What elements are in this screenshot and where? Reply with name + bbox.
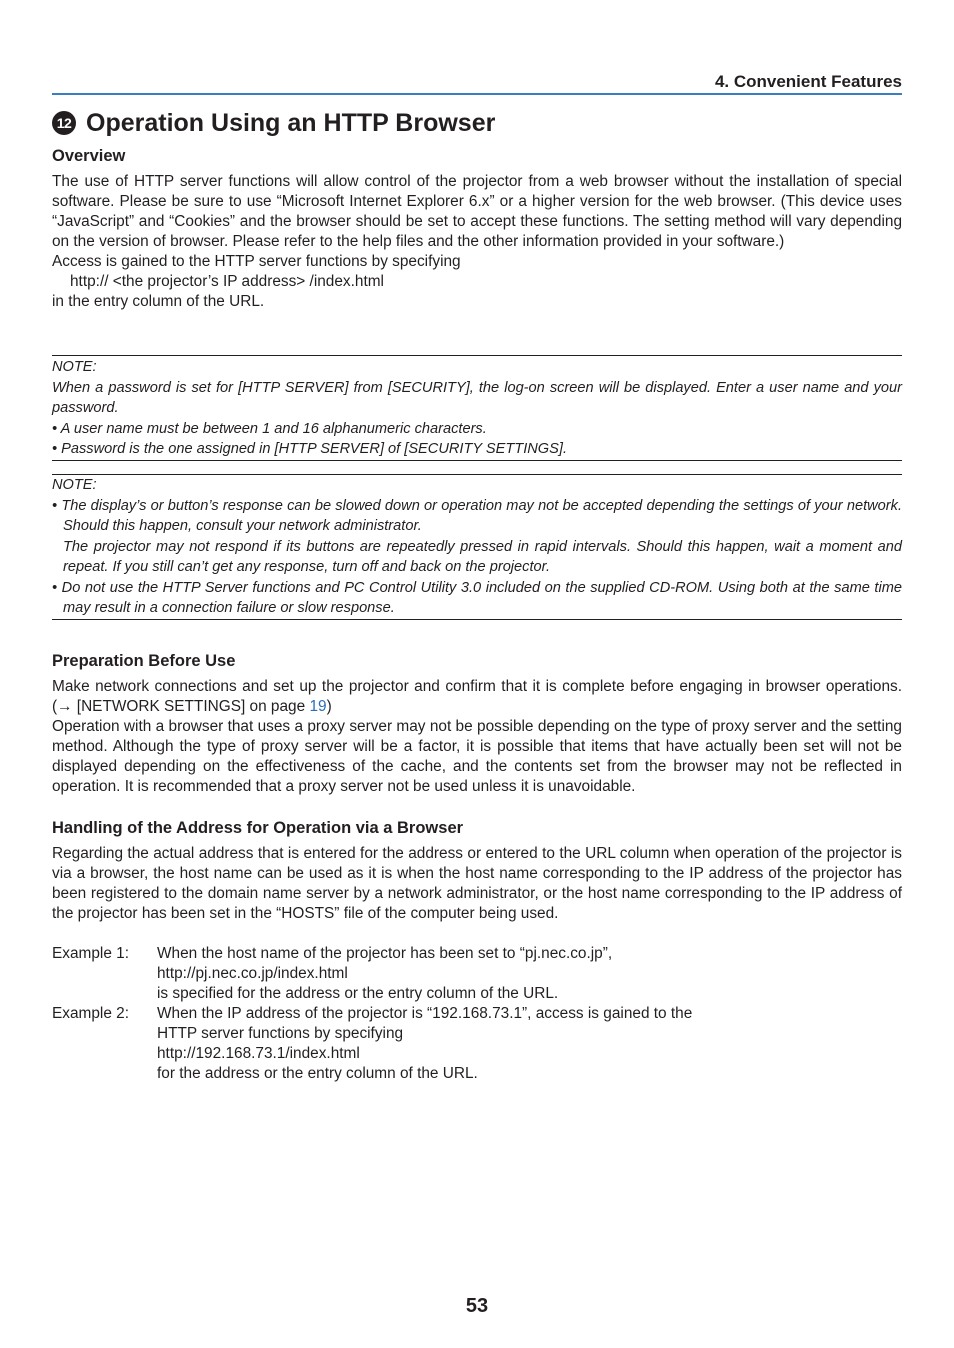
note-label: NOTE: (52, 477, 97, 493)
example-body (157, 1004, 902, 1084)
example-body (157, 944, 902, 1004)
note-bullet: • A user name must be between 1 and 16 alphanumeric characters. (52, 420, 487, 437)
example-line: When the IP address of the projector is “192.168.73.1”, access is gained to the (157, 1005, 693, 1022)
page-number: 53 (465, 1295, 489, 1317)
example-label: Example 1: (52, 945, 129, 962)
example-line: for the address or the entry column of the URL. (157, 1065, 478, 1082)
overview-body (52, 172, 902, 312)
note-bullet: • Do not use the HTTP Server functions and PC Control Utility 3.0 included on the supplied CD-ROM. Using both at the same time may result in a connection failure or slow response. (52, 579, 902, 616)
access-url: http:// <the projector’s IP address> /index.html (70, 273, 384, 290)
note-bullet-continued: The projector may not respond if its buttons are repeatedly pressed in rapid intervals. Should this happen, wait a moment and repeat. If you still can’t get any response, turn off and back on the projector. (63, 538, 902, 575)
example-line: HTTP server functions by specifying (157, 1025, 404, 1042)
note-bullet: • Password is the one assigned in [HTTP SERVER] of [SECURITY SETTINGS]. (52, 441, 567, 457)
note-network (52, 474, 902, 620)
note-bullet: • The display’s or button’s response can be slowed down or operation may not be accepted depending the settings of your network. Should this happen, consult your network administrator. (52, 497, 902, 534)
example-line: is specified for the address or the entry column of the URL. (157, 985, 559, 1002)
note-password (52, 355, 902, 461)
handling-heading: Handling of the Address for Operation via a Browser (52, 819, 464, 837)
preparation-heading: Preparation Before Use (52, 652, 236, 670)
example-label: Example 2: (52, 1005, 129, 1022)
handling-paragraph: Regarding the actual address that is entered for the address or entered to the URL column when operation of the projector is via a browser, the host name can be used as it is when the host name corresponding to the IP address of the projector has been registered to the domain name server by a network administrator, or the host name corresponding to the IP address of the projector has been set in the “HOSTS” file of the computer being used. (52, 845, 902, 922)
section-title (52, 108, 902, 138)
access-outro: in the entry column of the URL. (52, 293, 265, 310)
example-1 (52, 944, 902, 1004)
note-label: NOTE: (52, 359, 97, 375)
example-2 (52, 1004, 902, 1084)
example-url: http://pj.nec.co.jp/index.html (157, 965, 348, 982)
circled-number-icon: 12 (52, 111, 76, 135)
overview-heading: Overview (52, 147, 126, 165)
examples (52, 944, 902, 1084)
example-line: When the host name of the projector has been set to “pj.nec.co.jp”, (157, 945, 613, 962)
preparation-paragraph-2: Operation with a browser that uses a proxy server may not be possible depending on the type of proxy server and the setting method. Although the type of proxy server will be a factor, it is possible that items that have actually been set will not be displayed depending on the effectiveness of the cache, and the contents set from the browser may not be reflected in operation. It is recommended that a proxy server not be used unless it is unavoidable. (52, 718, 902, 795)
section-title-text: Operation Using an HTTP Browser (86, 109, 496, 137)
overview-paragraph: The use of HTTP server functions will allow control of the projector from a web browser without the installation of special software. Please be sure to use “Microsoft Internet Explorer 6.x” or a higher version for the web browser. (This device uses “JavaScript” and “Cookies” and the browser should be set to accept these functions. The setting method will vary depending on the version of browser. Please refer to the help files and the other information provided in your software.) (52, 173, 902, 250)
note-text: When a password is set for [HTTP SERVER] from [SECURITY], the log-on screen will be displayed. Enter a user name and your password. (52, 379, 902, 416)
preparation-paragraph-1 (52, 677, 902, 717)
preparation-text: Make network connections and set up the projector and confirm that it is complete before engaging in browser operations. (→ [NETWORK SETTINGS] on page (52, 678, 902, 715)
chapter-header (52, 72, 902, 95)
example-url: http://192.168.73.1/index.html (157, 1045, 360, 1062)
preparation-text-end: ) (326, 698, 332, 715)
access-intro: Access is gained to the HTTP server functions by specifying (52, 253, 461, 270)
page-link[interactable]: 19 (309, 698, 327, 715)
preparation-body (52, 677, 902, 797)
chapter-title: 4. Convenient Features (714, 72, 902, 91)
